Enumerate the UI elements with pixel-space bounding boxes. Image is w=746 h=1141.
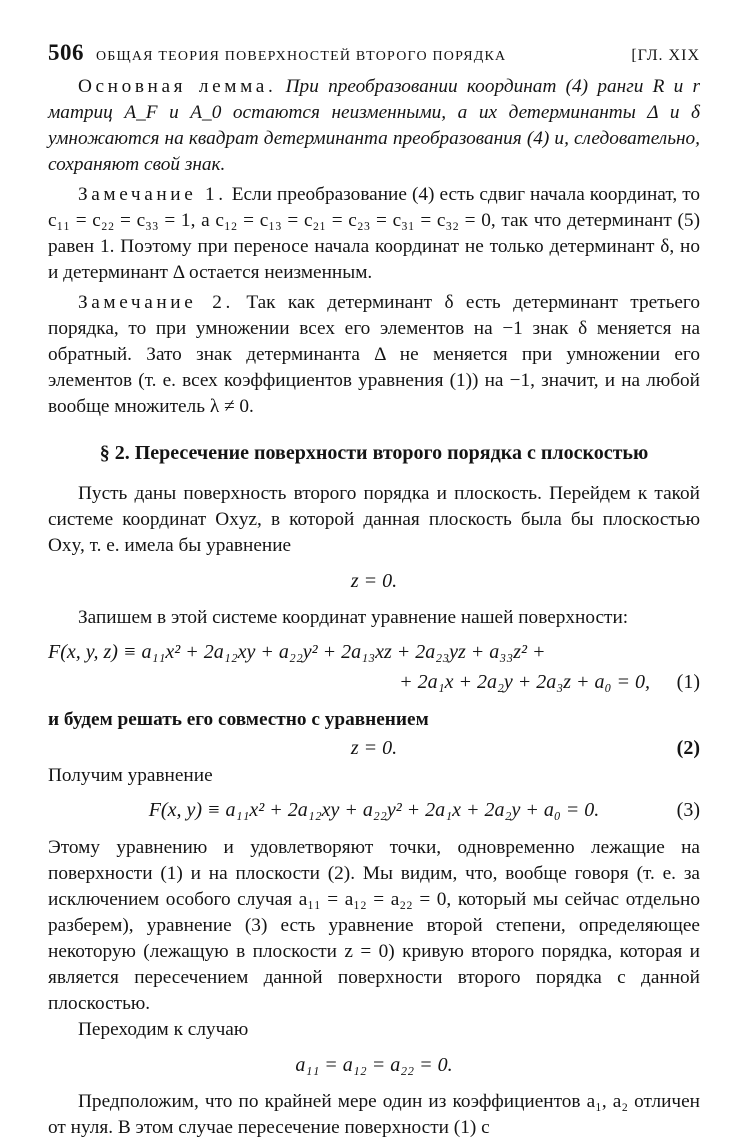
equation-1-line-2-text: + 2a₁x + 2a₂y + 2a₃z + a₀ = 0, [399, 671, 650, 693]
remark2-text: Так как детерминант δ есть детерминант третьего порядка, то при умножении всех его элементов на −1 знак δ меняется на обратный. Зато знак детерминанта Δ не меняется при умножении его элементов (т. е. всех коэффициентов уравнения (1)) на −1, значит, и на любой вообще множитель λ ≠ 0. [48, 292, 700, 417]
equation-1-line-2 [48, 667, 700, 697]
remark1-paragraph [48, 182, 700, 286]
equation-1-line-1-text: F(x, y, z) ≡ a₁₁x² + 2a₁₂xy + a₂₂y² + 2a₁₃xz + 2a₂₃yz + a₃₃z² + [48, 641, 546, 663]
equation-3 [48, 795, 700, 825]
body-paragraph-2: Запишем в этой системе координат уравнение нашей поверхности: [78, 607, 629, 628]
equation-1-line-1 [48, 637, 700, 667]
formula-z-equals-zero: z = 0. [350, 570, 398, 592]
page-header [48, 40, 700, 70]
body-paragraph-3: и будем решать его совместно с уравнением [48, 709, 429, 730]
lemma-text: При преобразовании координат (4) ранги R и r матриц A_F и A_0 остаются неизменными, а их детерминанты Δ и δ умножаются на квадрат детерминанта преобразования (4) и, следовательно, сохраняют свой знак. [48, 76, 700, 175]
equation-2-text: z = 0. [350, 737, 398, 759]
remark1-label: Замечание 1. [78, 184, 227, 205]
running-title: ОБЩАЯ ТЕОРИЯ ПОВЕРХНОСТЕЙ ВТОРОГО ПОРЯДКА [96, 49, 507, 64]
body-paragraph-5: Этому уравнению и удовлетворяют точки, одновременно лежащие на поверхности (1) и на плоскости (2). Мы видим, что, вообще говоря (т. е. за исключением особого случая a₁₁ = a₁₂ = a₂₂ = 0, который мы сейчас отдельно разберем), уравнение (3) есть уравнение второй степени, определяющее некоторую (лежащую в плоскости z = 0) кривую второго порядка, которая и является пересечением данной поверхности второго порядка с данной плоскостью. [48, 837, 700, 1014]
section-title: § 2. Пересечение поверхности второго порядка с плоскостью [99, 442, 649, 464]
lemma-label: Основная лемма. [78, 76, 277, 97]
remark2-paragraph [48, 290, 700, 420]
body-paragraph-6: Переходим к случаю [78, 1019, 249, 1040]
equation-3-number: (3) [676, 799, 700, 821]
lemma-paragraph [48, 74, 700, 178]
equation-1-number: (1) [676, 671, 700, 693]
equation-2 [48, 733, 700, 763]
body-paragraph-7: Предположим, что по крайней мере один из коэффициентов a₁, a₂ отличен от нуля. В этом случае пересечение поверхности (1) с [48, 1091, 700, 1138]
page-number: 506 [48, 40, 84, 65]
body-paragraph-4: Получим уравнение [48, 765, 213, 786]
formula-special-case: a₁₁ = a₁₂ = a₂₂ = 0. [295, 1054, 453, 1076]
equation-2-number: (2) [676, 737, 700, 759]
chapter-marker: [ГЛ. XIX [631, 47, 700, 64]
remark1-text: Если преобразование (4) есть сдвиг начала координат, то c₁₁ = c₂₂ = c₃₃ = 1, а c₁₂ = c₁₃ = c₂₁ = c₂₃ = c₃₁ = c₃₂ = 0, так что детерминант (5) равен 1. Поэтому при переносе начала координат не только детерминант δ, но и детерминант Δ остается неизменным. [48, 184, 701, 283]
book-page [48, 40, 700, 1141]
body-paragraph-1: Пусть даны поверхность второго порядка и плоскость. Перейдем к такой системе координат Oxyz, в которой данная плоскость была бы плоскостью Oxy, т. е. имела бы уравнение [48, 483, 700, 556]
remark2-label: Замечание 2. [78, 292, 234, 313]
equation-3-text: F(x, y) ≡ a₁₁x² + 2a₁₂xy + a₂₂y² + 2a₁x + 2a₂y + a₀ = 0. [148, 799, 600, 821]
